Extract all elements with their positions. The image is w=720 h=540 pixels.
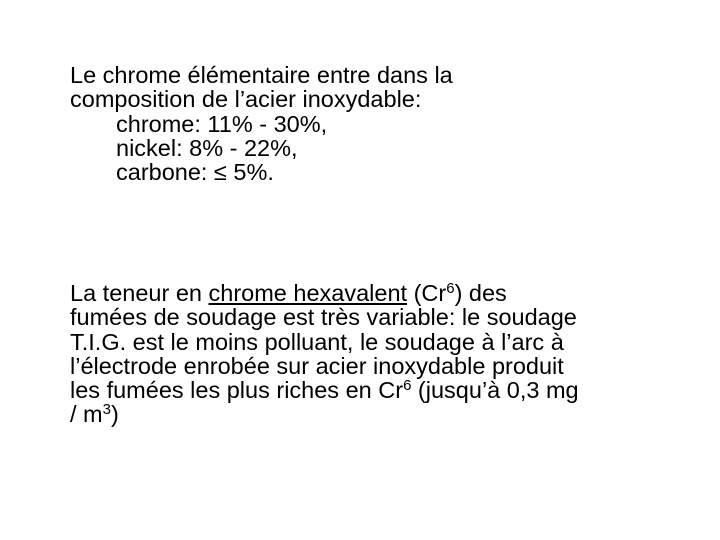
text-line (70, 281, 685, 305)
text-fragment: ) (110, 401, 119, 428)
superscript: 6 (446, 280, 455, 297)
text-fragment: les fumées les plus riches en Cr (70, 377, 404, 404)
chrome-hexavalent-link[interactable]: chrome hexavalent (208, 280, 408, 306)
text-line: Le chrome élémentaire entre dans la (70, 62, 453, 88)
text-fragment: (jusqu’à 0,3 mg (411, 377, 579, 404)
text-line: fumées de soudage est très variable: le soudage (70, 304, 577, 331)
superscript: 3 (102, 401, 111, 419)
composition-paragraph (70, 63, 685, 184)
text-line: l’électrode enrobée sur acier inoxydable produit (70, 352, 564, 379)
chrome-item: chrome: 11% - 30%, (116, 110, 328, 137)
text-line: T.I.G. est le moins polluant, le soudage à l’arc à (70, 328, 564, 355)
text-fragment: / m (70, 401, 103, 428)
nickel-item: nickel: 8% - 22%, (116, 134, 298, 161)
text-fragment: ) des (454, 280, 507, 306)
superscript: 6 (403, 377, 412, 395)
text-line (70, 378, 685, 402)
fumes-paragraph (70, 281, 685, 427)
text-fragment: (Cr (407, 280, 447, 306)
carbon-item: carbone: ≤ 5%. (116, 159, 274, 186)
text-fragment: La teneur en (70, 280, 209, 306)
text-line: composition de l’acier inoxydable: (70, 86, 422, 113)
text-line (70, 402, 685, 426)
